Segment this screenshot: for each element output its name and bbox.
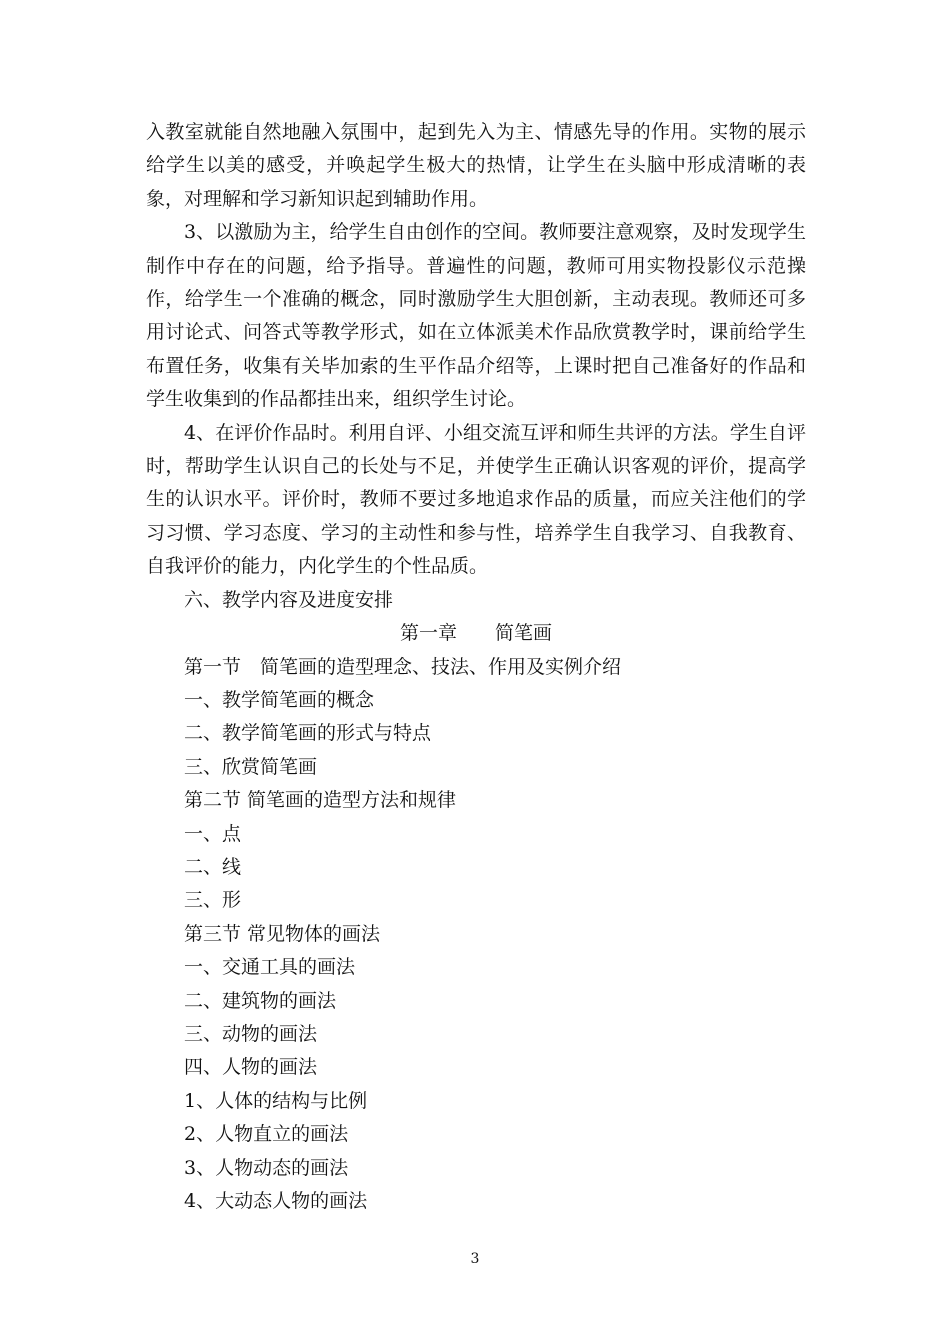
page-content [146, 116, 806, 1218]
outline-item: 二、建筑物的画法 [184, 989, 337, 1012]
outline-item: 三、动物的画法 [184, 1022, 318, 1045]
outline-item: 一、教学简笔画的概念 [184, 688, 375, 711]
outline-item: 第一节 简笔画的造型理念、技法、作用及实例介绍 [184, 655, 622, 678]
outline-item: 三、形 [184, 889, 242, 912]
paragraph-item-3: 3、以激励为主，给学生自由创作的空间。教师要注意观察，及时发现学生制作中存在的问题，给予指导。普遍性的问题，教师可用实物投影仪示范操作，给学生一个准确的概念，同时激励学生大胆创新，主动表现。教师还可多用讨论式、问答式等教学形式，如在立体派美术作品欣赏教学时，课前给学生布置任务，收集有关毕加索的生平作品介绍等，上课时把自己准备好的作品和学生收集到的作品都挂出来，组织学生讨论。 [146, 221, 806, 411]
outline-item: 第二节 简笔画的造型方法和规律 [184, 789, 457, 812]
paragraph-item-4: 4、在评价作品时。利用自评、小组交流互评和师生共评的方法。学生自评时，帮助学生认识自己的长处与不足，并使学生正确认识客观的评价，提高学生的认识水平。评价时，教师不要过多地追求作品的质量，而应关注他们的学习习惯、学习态度、学习的主动性和参与性，培养学生自我学习、自我教育、自我评价的能力，内化学生的个性品质。 [146, 421, 806, 578]
outline-item: 二、线 [184, 855, 242, 878]
outline-item: 1、人体的结构与比例 [184, 1089, 368, 1112]
page-number: 3 [470, 1251, 480, 1267]
outline-item: 一、交通工具的画法 [184, 956, 356, 979]
outline-item: 第三节 常见物体的画法 [184, 922, 381, 945]
section-heading: 六、教学内容及进度安排 [184, 588, 394, 611]
paragraph-intro: 入教室就能自然地融入氛围中，起到先入为主、情感先导的作用。实物的展示给学生以美的感受，并唤起学生极大的热情，让学生在头脑中形成清晰的表象，对理解和学习新知识起到辅助作用。 [146, 121, 806, 210]
outline-item: 3、人物动态的画法 [184, 1156, 349, 1179]
outline-item: 三、欣赏简笔画 [184, 755, 318, 778]
chapter-title: 第一章 简笔画 [399, 622, 552, 645]
outline-item: 4、大动态人物的画法 [184, 1190, 368, 1212]
outline-item: 二、教学简笔画的形式与特点 [184, 722, 432, 745]
outline-item: 四、人物的画法 [184, 1056, 318, 1079]
outline-item: 2、人物直立的画法 [184, 1123, 349, 1146]
outline-item: 一、点 [184, 822, 242, 845]
